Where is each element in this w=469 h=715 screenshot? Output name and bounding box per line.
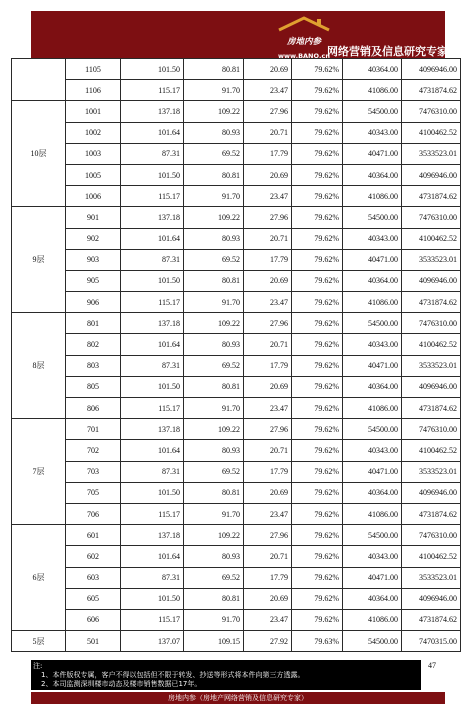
sales-table-container	[11, 58, 460, 652]
shared-area-cell: 23.47	[244, 80, 292, 101]
table-row	[12, 207, 461, 228]
efficiency-cell: 79.62%	[292, 249, 343, 270]
total-price-cell: 4096946.00	[402, 376, 461, 397]
table-row	[12, 292, 461, 313]
room-cell: 1005	[66, 164, 121, 185]
table-row	[12, 567, 461, 588]
efficiency-cell: 79.62%	[292, 59, 343, 80]
shared-area-cell: 27.92	[244, 631, 292, 652]
shared-area-cell: 17.79	[244, 249, 292, 270]
unit-price-cell: 41086.00	[343, 609, 402, 630]
total-price-cell: 4100462.52	[402, 334, 461, 355]
total-price-cell: 4096946.00	[402, 164, 461, 185]
efficiency-cell: 79.62%	[292, 398, 343, 419]
note-line-2: 2、本司监测深圳楼市动态及楼市销售数据已17年。	[41, 680, 202, 688]
floor-cell: 5层	[12, 631, 66, 652]
unit-price-cell: 40471.00	[343, 143, 402, 164]
table-row	[12, 525, 461, 546]
room-cell: 1105	[66, 59, 121, 80]
unit-price-cell: 40343.00	[343, 122, 402, 143]
table-row	[12, 313, 461, 334]
shared-area-cell: 20.69	[244, 164, 292, 185]
shared-area-cell: 20.71	[244, 440, 292, 461]
total-price-cell: 7476310.00	[402, 207, 461, 228]
efficiency-cell: 79.62%	[292, 355, 343, 376]
room-cell: 806	[66, 398, 121, 419]
efficiency-cell: 79.62%	[292, 461, 343, 482]
table-row	[12, 546, 461, 567]
floor-cell: 8层	[12, 313, 66, 419]
efficiency-cell: 79.62%	[292, 525, 343, 546]
table-row	[12, 164, 461, 185]
table-row	[12, 59, 461, 80]
unit-price-cell: 41086.00	[343, 292, 402, 313]
inner-area-cell: 109.22	[184, 101, 244, 122]
inner-area-cell: 80.93	[184, 334, 244, 355]
total-area-cell: 101.50	[121, 588, 184, 609]
inner-area-cell: 69.52	[184, 461, 244, 482]
inner-area-cell: 80.93	[184, 440, 244, 461]
room-cell: 1006	[66, 186, 121, 207]
room-cell: 602	[66, 546, 121, 567]
total-price-cell: 4100462.52	[402, 546, 461, 567]
shared-area-cell: 27.96	[244, 313, 292, 334]
inner-area-cell: 91.70	[184, 398, 244, 419]
unit-price-cell: 40364.00	[343, 588, 402, 609]
table-row	[12, 440, 461, 461]
room-cell: 603	[66, 567, 121, 588]
total-area-cell: 101.50	[121, 270, 184, 291]
room-cell: 803	[66, 355, 121, 376]
shared-area-cell: 23.47	[244, 609, 292, 630]
inner-area-cell: 69.52	[184, 355, 244, 376]
efficiency-cell: 79.62%	[292, 376, 343, 397]
total-price-cell: 4731874.62	[402, 80, 461, 101]
total-area-cell: 115.17	[121, 186, 184, 207]
inner-area-cell: 109.15	[184, 631, 244, 652]
shared-area-cell: 17.79	[244, 461, 292, 482]
total-area-cell: 137.18	[121, 419, 184, 440]
inner-area-cell: 80.81	[184, 588, 244, 609]
inner-area-cell: 80.93	[184, 122, 244, 143]
total-price-cell: 3533523.01	[402, 143, 461, 164]
total-price-cell: 7470315.00	[402, 631, 461, 652]
total-price-cell: 3533523.01	[402, 249, 461, 270]
efficiency-cell: 79.62%	[292, 292, 343, 313]
shared-area-cell: 20.71	[244, 122, 292, 143]
unit-price-cell: 40343.00	[343, 440, 402, 461]
unit-price-cell: 54500.00	[343, 207, 402, 228]
table-row	[12, 334, 461, 355]
unit-price-cell: 40364.00	[343, 59, 402, 80]
inner-area-cell: 91.70	[184, 292, 244, 313]
shared-area-cell: 20.71	[244, 228, 292, 249]
total-area-cell: 137.18	[121, 313, 184, 334]
table-row	[12, 398, 461, 419]
total-area-cell: 87.31	[121, 461, 184, 482]
table-row	[12, 249, 461, 270]
shared-area-cell: 20.69	[244, 376, 292, 397]
table-row	[12, 482, 461, 503]
total-price-cell: 4096946.00	[402, 588, 461, 609]
note-label: 注:	[33, 662, 43, 670]
total-price-cell: 4100462.52	[402, 228, 461, 249]
shared-area-cell: 20.69	[244, 270, 292, 291]
shared-area-cell: 27.96	[244, 101, 292, 122]
table-row	[12, 419, 461, 440]
total-area-cell: 101.64	[121, 228, 184, 249]
unit-price-cell: 40343.00	[343, 546, 402, 567]
floor-cell: 7层	[12, 419, 66, 525]
total-area-cell: 87.31	[121, 143, 184, 164]
total-area-cell: 87.31	[121, 355, 184, 376]
table-row	[12, 101, 461, 122]
brand-name: 房地内参	[287, 37, 322, 47]
room-cell: 901	[66, 207, 121, 228]
floor-cell: 6层	[12, 525, 66, 631]
footer-note	[31, 660, 421, 690]
total-area-cell: 115.17	[121, 503, 184, 524]
efficiency-cell: 79.62%	[292, 313, 343, 334]
inner-area-cell: 109.22	[184, 207, 244, 228]
unit-price-cell: 41086.00	[343, 186, 402, 207]
room-cell: 802	[66, 334, 121, 355]
unit-price-cell: 41086.00	[343, 503, 402, 524]
total-area-cell: 101.64	[121, 546, 184, 567]
unit-price-cell: 40471.00	[343, 567, 402, 588]
floor-cell: 9层	[12, 207, 66, 313]
room-cell: 606	[66, 609, 121, 630]
room-cell: 703	[66, 461, 121, 482]
shared-area-cell: 23.47	[244, 186, 292, 207]
shared-area-cell: 17.79	[244, 355, 292, 376]
total-price-cell: 4731874.62	[402, 186, 461, 207]
total-price-cell: 3533523.01	[402, 461, 461, 482]
total-area-cell: 101.64	[121, 122, 184, 143]
room-cell: 601	[66, 525, 121, 546]
total-price-cell: 4731874.62	[402, 609, 461, 630]
page-number: 47	[428, 661, 436, 670]
inner-area-cell: 69.52	[184, 249, 244, 270]
total-price-cell: 4731874.62	[402, 292, 461, 313]
shared-area-cell: 20.71	[244, 334, 292, 355]
shared-area-cell: 20.69	[244, 482, 292, 503]
total-area-cell: 137.07	[121, 631, 184, 652]
table-row	[12, 376, 461, 397]
unit-price-cell: 40343.00	[343, 228, 402, 249]
total-area-cell: 137.18	[121, 207, 184, 228]
table-row	[12, 270, 461, 291]
unit-price-cell: 54500.00	[343, 419, 402, 440]
inner-area-cell: 109.22	[184, 419, 244, 440]
inner-area-cell: 69.52	[184, 143, 244, 164]
brand-url: www.BANQ.cn	[278, 52, 330, 60]
total-price-cell: 4096946.00	[402, 482, 461, 503]
efficiency-cell: 79.62%	[292, 101, 343, 122]
room-cell: 805	[66, 376, 121, 397]
inner-area-cell: 91.70	[184, 186, 244, 207]
unit-price-cell: 41086.00	[343, 80, 402, 101]
floor-cell	[12, 59, 66, 101]
note-line-1: 1、本件版权专属，客户不得以包括但不限于转发、抄送等形式将本件向第三方透露。	[41, 671, 305, 679]
room-cell: 605	[66, 588, 121, 609]
shared-area-cell: 27.96	[244, 525, 292, 546]
total-area-cell: 101.50	[121, 482, 184, 503]
total-area-cell: 137.18	[121, 101, 184, 122]
total-area-cell: 101.64	[121, 440, 184, 461]
unit-price-cell: 54500.00	[343, 313, 402, 334]
total-price-cell: 4096946.00	[402, 59, 461, 80]
efficiency-cell: 79.62%	[292, 228, 343, 249]
shared-area-cell: 17.79	[244, 567, 292, 588]
table-row	[12, 609, 461, 630]
room-cell: 906	[66, 292, 121, 313]
room-cell: 1002	[66, 122, 121, 143]
total-price-cell: 4100462.52	[402, 122, 461, 143]
total-area-cell: 137.18	[121, 525, 184, 546]
unit-price-cell: 40343.00	[343, 334, 402, 355]
total-area-cell: 101.50	[121, 164, 184, 185]
efficiency-cell: 79.62%	[292, 609, 343, 630]
inner-area-cell: 80.81	[184, 164, 244, 185]
table-row	[12, 355, 461, 376]
inner-area-cell: 69.52	[184, 567, 244, 588]
unit-price-cell: 40364.00	[343, 164, 402, 185]
shared-area-cell: 20.69	[244, 59, 292, 80]
table-row	[12, 143, 461, 164]
table-row	[12, 461, 461, 482]
room-cell: 1003	[66, 143, 121, 164]
unit-price-cell: 54500.00	[343, 631, 402, 652]
inner-area-cell: 91.70	[184, 503, 244, 524]
total-price-cell: 4731874.62	[402, 503, 461, 524]
room-cell: 1106	[66, 80, 121, 101]
inner-area-cell: 91.70	[184, 80, 244, 101]
total-area-cell: 87.31	[121, 567, 184, 588]
table-row	[12, 228, 461, 249]
total-area-cell: 101.50	[121, 376, 184, 397]
total-price-cell: 4731874.62	[402, 398, 461, 419]
table-row	[12, 122, 461, 143]
table-row	[12, 186, 461, 207]
shared-area-cell: 23.47	[244, 503, 292, 524]
efficiency-cell: 79.62%	[292, 80, 343, 101]
total-area-cell: 115.17	[121, 398, 184, 419]
total-price-cell: 4096946.00	[402, 270, 461, 291]
efficiency-cell: 79.62%	[292, 567, 343, 588]
unit-price-cell: 40364.00	[343, 270, 402, 291]
efficiency-cell: 79.62%	[292, 440, 343, 461]
room-cell: 903	[66, 249, 121, 270]
unit-price-cell: 54500.00	[343, 101, 402, 122]
shared-area-cell: 23.47	[244, 292, 292, 313]
banner-title: 网络营销及信息研究专家	[327, 45, 448, 58]
inner-area-cell: 80.81	[184, 270, 244, 291]
inner-area-cell: 109.22	[184, 525, 244, 546]
unit-price-cell: 41086.00	[343, 398, 402, 419]
efficiency-cell: 79.62%	[292, 164, 343, 185]
efficiency-cell: 79.62%	[292, 270, 343, 291]
efficiency-cell: 79.62%	[292, 186, 343, 207]
unit-price-cell: 40471.00	[343, 461, 402, 482]
total-area-cell: 115.17	[121, 609, 184, 630]
total-area-cell: 87.31	[121, 249, 184, 270]
efficiency-cell: 79.62%	[292, 207, 343, 228]
room-cell: 501	[66, 631, 121, 652]
footer-bar: 房地内参（房地产网络营销及信息研究专家）	[31, 692, 445, 704]
total-price-cell: 3533523.01	[402, 567, 461, 588]
efficiency-cell: 79.62%	[292, 503, 343, 524]
table-row	[12, 588, 461, 609]
shared-area-cell: 27.96	[244, 207, 292, 228]
table-row	[12, 503, 461, 524]
room-cell: 905	[66, 270, 121, 291]
table-row	[12, 80, 461, 101]
room-cell: 705	[66, 482, 121, 503]
inner-area-cell: 80.93	[184, 546, 244, 567]
total-price-cell: 7476310.00	[402, 313, 461, 334]
inner-area-cell: 80.93	[184, 228, 244, 249]
room-cell: 902	[66, 228, 121, 249]
total-price-cell: 7476310.00	[402, 101, 461, 122]
total-price-cell: 7476310.00	[402, 525, 461, 546]
room-cell: 702	[66, 440, 121, 461]
inner-area-cell: 91.70	[184, 609, 244, 630]
floor-cell: 10层	[12, 101, 66, 207]
unit-price-cell: 54500.00	[343, 525, 402, 546]
inner-area-cell: 109.22	[184, 313, 244, 334]
total-area-cell: 101.50	[121, 59, 184, 80]
shared-area-cell: 17.79	[244, 143, 292, 164]
room-cell: 706	[66, 503, 121, 524]
efficiency-cell: 79.63%	[292, 631, 343, 652]
shared-area-cell: 23.47	[244, 398, 292, 419]
shared-area-cell: 20.71	[244, 546, 292, 567]
total-price-cell: 3533523.01	[402, 355, 461, 376]
shared-area-cell: 27.96	[244, 419, 292, 440]
inner-area-cell: 80.81	[184, 482, 244, 503]
total-area-cell: 115.17	[121, 292, 184, 313]
efficiency-cell: 79.62%	[292, 419, 343, 440]
room-cell: 1001	[66, 101, 121, 122]
inner-area-cell: 80.81	[184, 59, 244, 80]
shared-area-cell: 20.69	[244, 588, 292, 609]
unit-price-cell: 40471.00	[343, 355, 402, 376]
unit-price-cell: 40364.00	[343, 482, 402, 503]
efficiency-cell: 79.62%	[292, 546, 343, 567]
unit-price-cell: 40471.00	[343, 249, 402, 270]
unit-price-cell: 40364.00	[343, 376, 402, 397]
total-price-cell: 4100462.52	[402, 440, 461, 461]
room-cell: 701	[66, 419, 121, 440]
total-price-cell: 7476310.00	[402, 419, 461, 440]
total-area-cell: 101.64	[121, 334, 184, 355]
total-area-cell: 115.17	[121, 80, 184, 101]
efficiency-cell: 79.62%	[292, 143, 343, 164]
efficiency-cell: 79.62%	[292, 482, 343, 503]
sales-table	[11, 58, 461, 652]
inner-area-cell: 80.81	[184, 376, 244, 397]
efficiency-cell: 79.62%	[292, 334, 343, 355]
table-row	[12, 631, 461, 652]
table-body	[12, 59, 461, 652]
efficiency-cell: 79.62%	[292, 588, 343, 609]
efficiency-cell: 79.62%	[292, 122, 343, 143]
header-banner	[31, 11, 448, 60]
room-cell: 801	[66, 313, 121, 334]
